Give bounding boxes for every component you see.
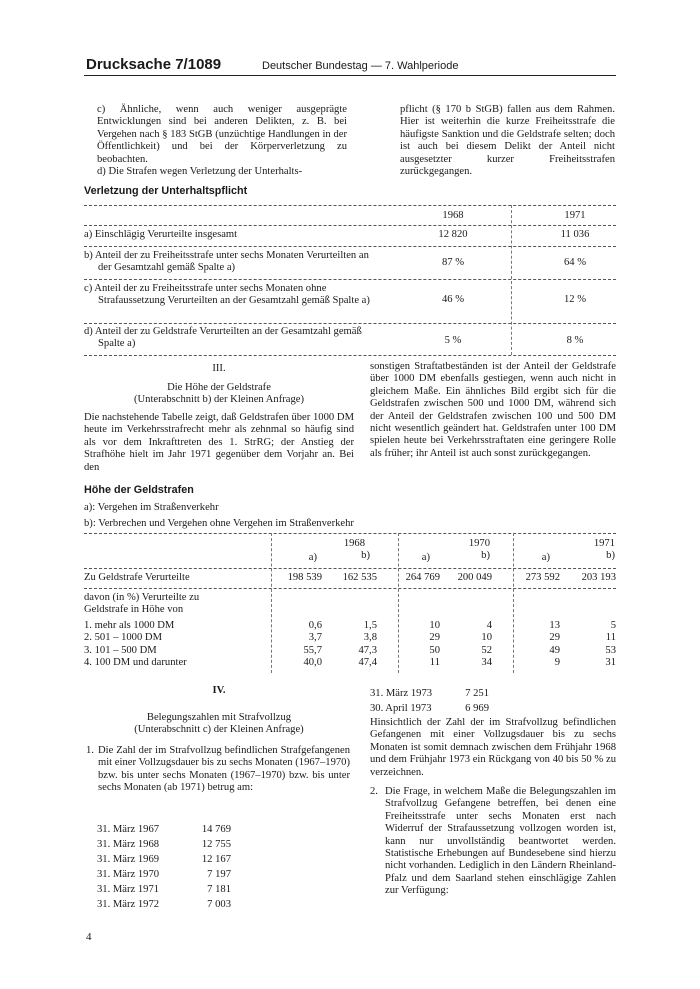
table1-row-b-label: b) Anteil der zu Freiheitsstrafe unter sechs Monaten Verurteilten an der Gesamtzahl gemäß Spalte a) [84, 250, 369, 274]
table2-cell: 4 [486, 620, 492, 631]
page-number: 4 [86, 931, 92, 943]
date-label: 31. März 1973 [370, 688, 433, 699]
table1-row-c-1968: 46 % [441, 294, 465, 305]
table2-cell: 5 [610, 620, 616, 631]
table2-sub-a-1968: a) [308, 552, 317, 563]
table2-cell: 49 [549, 644, 560, 656]
section3-number: III. [212, 363, 226, 374]
table2-total-label: Zu Geldstrafe Verurteilte [84, 572, 190, 583]
date-value: 12 755 [201, 839, 231, 850]
table2-row-label: 2. 501 – 1000 DM [84, 632, 162, 644]
table2-cell: 40,0 [303, 657, 322, 669]
table2-total: 264 769 [405, 572, 440, 583]
table2-cell: 3,7 [308, 632, 322, 644]
top-right-paragraph: pflicht (§ 170 b StGB) fallen aus dem Rahmen. Hier ist weiterhin die kurze Freiheitsstrafe die häufigste Sanktion und die Geldstrafe selten; doch ist auch bei diesem Delikt der Anteil nicht ausgesetzter kurzer Freiheitsstrafen zurückgegangen. [400, 104, 615, 178]
table2-cell: 11 [605, 632, 616, 644]
table1-row-a-1971: 11 036 [560, 229, 590, 240]
table2-sub-b-1971: b) [606, 550, 615, 561]
date-label: 31. März 1971 [97, 884, 160, 895]
date-label: 31. März 1970 [97, 869, 160, 880]
top-left-item-c [97, 104, 347, 166]
table2-cell: 55,7 [303, 644, 322, 656]
table2-cell: 52 [481, 644, 492, 656]
table1-row-d-label: d) Anteil der zu Geldstrafe Verurteilten an der Gesamtzahl gemäß Spalte a) [84, 326, 362, 350]
date-label: 31. März 1968 [97, 839, 160, 850]
table1-row-b-1968: 87 % [441, 257, 465, 268]
table1-year-1968: 1968 [442, 210, 464, 221]
table2-total: 273 592 [525, 572, 560, 583]
document-number: Drucksache 7/1089 [86, 56, 222, 73]
table2-legend-b: b): Verbrechen und Vergehen ohne Vergehen im Straßenverkehr [84, 518, 354, 529]
table2-cell: 10 [481, 632, 492, 644]
table1-row-c-label: c) Anteil der zu Freiheitsstrafe unter sechs Monaten ohne Strafaussetzung Verurteilten an der Gesamtzahl gemäß Spalte a) [84, 283, 370, 307]
table2-cell: 1,5 [363, 620, 377, 631]
table1-row-d-1971: 8 % [566, 335, 584, 346]
table2-row-label: 1. mehr als 1000 DM [84, 620, 175, 631]
table2-legend-a: a): Vergehen im Straßenverkehr [84, 502, 219, 513]
section4-subheading: (Unterabschnitt c) der Kleinen Anfrage) [134, 724, 304, 735]
table2-cell: 0,6 [308, 620, 322, 631]
table1-row-c-1971: 12 % [563, 294, 587, 305]
table2-cell: 31 [605, 657, 616, 669]
section4-item2-number: 2. [370, 786, 378, 797]
date-value: 7 251 [465, 688, 489, 699]
table2-sub-a-1971: a) [541, 552, 550, 563]
section4-item2-text: Die Frage, in welchem Maße die Belegungszahlen im Strafvollzug Gefangene betreffen, bei denen eine Freiheitsstrafe unter sechs Monaten erst nach Widerruf der Strafaussetzung vollzogen worden ist, kann nur unvollständig beantwortet werden. Statistische Erhebungen auf Bundesebene sind hierzu nicht vorhanden. Lediglich in den Ländern Rheinland-Pfalz und dem Saarland stehen einschlägige Zahlen zur Verfügung: [385, 786, 616, 897]
table1-row-a-label: a) Einschlägig Verurteilte insgesamt [84, 229, 238, 240]
table2-sub-b-1968: b) [361, 550, 370, 561]
table2-cell: 47,3 [358, 644, 377, 656]
table2-cell: 13 [549, 620, 560, 631]
table2-sub-a-1970: a) [421, 552, 430, 563]
section3-subheading: (Unterabschnitt b) der Kleinen Anfrage) [133, 394, 305, 405]
table2-total: 162 535 [342, 572, 377, 583]
table2-sub-b-1970: b) [481, 550, 490, 561]
section4-number: IV. [212, 685, 226, 696]
table2-year-1970: 1970 [468, 538, 490, 549]
header-subtitle: Deutscher Bundestag — 7. Wahlperiode [262, 60, 459, 72]
table2-cell: 53 [605, 644, 616, 656]
date-value: 14 769 [201, 824, 231, 835]
table2-total: 203 193 [581, 572, 616, 583]
date-label: 30. April 1973 [370, 703, 432, 714]
date-value: 7 197 [207, 869, 231, 880]
table2-cell: 11 [429, 657, 440, 669]
table2-title: Höhe der Geldstrafen [84, 484, 194, 496]
table2-cell: 50 [429, 644, 440, 656]
table2-davon-line1: davon (in %) Verurteilte zu [84, 592, 200, 603]
date-label: 31. März 1969 [97, 854, 160, 865]
table1-title: Verletzung der Unterhaltspflicht [84, 185, 248, 197]
table1-row-b-1971: 64 % [563, 257, 587, 268]
section4-item1-text: Die Zahl der im Strafvollzug befindlichen Strafgefangenen mit einer Vollzugsdauer bis zu sechs Monaten (1967–1970) bzw. bis unter sechs Monaten (1967–1970) bzw. bis unter sechs Monaten (ab 1971) betrug am: [98, 745, 350, 794]
section3-heading: Die Höhe der Geldstrafe [167, 382, 271, 393]
item-c-text: c) Ähnliche, wenn auch weniger ausgeprägte Entwicklungen sind bei anderen Delikten, z. B. bei Vergehen nach § 183 StGB (unzüchtige Handlungen in der Öffentlichkeit) und bei der Körperverletzung zu beobachten. [97, 104, 347, 165]
date-value: 7 181 [207, 884, 231, 895]
section4-para-right: Hinsichtlich der Zahl der im Strafvollzug befindlichen Gefangenen mit einer Vollzugsdauer bis zu sechs Monaten ist somit demnach zwischen dem Frühjahr 1968 und dem Frühjahr 1973 ein Rückgang von 40 bis 50 % zu verzeichnen. [370, 717, 616, 778]
table2-cell: 29 [549, 632, 560, 644]
table2-row-label: 3. 101 – 500 DM [84, 644, 157, 656]
date-value: 7 003 [207, 899, 231, 910]
top-left-item-d: d) Die Strafen wegen Verletzung der Unterhalts- [97, 166, 303, 177]
section3-para-right: sonstigen Straftatbeständen ist der Anteil der Geldstrafe über 1000 DM ebenfalls gestiegen, wenn auch nicht in gleichem Maße. Ein ähnliches Bild ergibt sich für die Geldstrafen zwischen 500 und 1000 DM, während sich der Anteil der Geldstrafen zwischen 100 und 500 DM nicht wesentlich geändert hat. Geldstrafen unter 100 DM spielen heute bei Verkehrsstraftaten eine geringere Rolle als früher; ihr Anteil ist auch sonst zurückgegangen. [370, 361, 616, 459]
table2-total: 198 539 [287, 572, 322, 583]
table2-year-1971: 1971 [593, 538, 615, 549]
date-label: 31. März 1967 [97, 824, 160, 835]
table2-cell: 3,8 [363, 632, 377, 644]
section3-para-left: Die nachstehende Tabelle zeigt, daß Geldstrafen über 1000 DM heute im Verkehrsstrafrecht mehr als zehnmal so häufig sind als vor dem Inkrafttreten des 1. StrRG; der Anstieg der Strafhöhe hielt im Jahr 1971 gegenüber dem Vorjahr an. Bei den [84, 412, 354, 473]
table2-cell: 10 [429, 620, 440, 631]
date-label: 31. März 1972 [97, 899, 160, 910]
table2-cell: 47,4 [358, 657, 377, 669]
table1-row-d-1968: 5 % [444, 335, 462, 346]
table1-year-1971: 1971 [564, 210, 586, 221]
date-value: 6 969 [465, 703, 489, 714]
table2-cell: 9 [554, 657, 560, 669]
table2-cell: 34 [481, 657, 492, 669]
date-value: 12 167 [201, 854, 231, 865]
section4-heading: Belegungszahlen mit Strafvollzug [146, 712, 292, 723]
table1-row-a-1968: 12 820 [438, 229, 468, 240]
section4-item1-number: 1. [86, 745, 94, 756]
header-rule [84, 75, 616, 76]
table2-year-1968: 1968 [343, 538, 365, 549]
table2-row-label: 4. 100 DM und darunter [84, 657, 187, 669]
table2-cell: 29 [429, 632, 440, 644]
table2-total: 200 049 [457, 572, 492, 583]
table2-davon-line2: Geldstrafe in Höhe von [84, 604, 184, 615]
